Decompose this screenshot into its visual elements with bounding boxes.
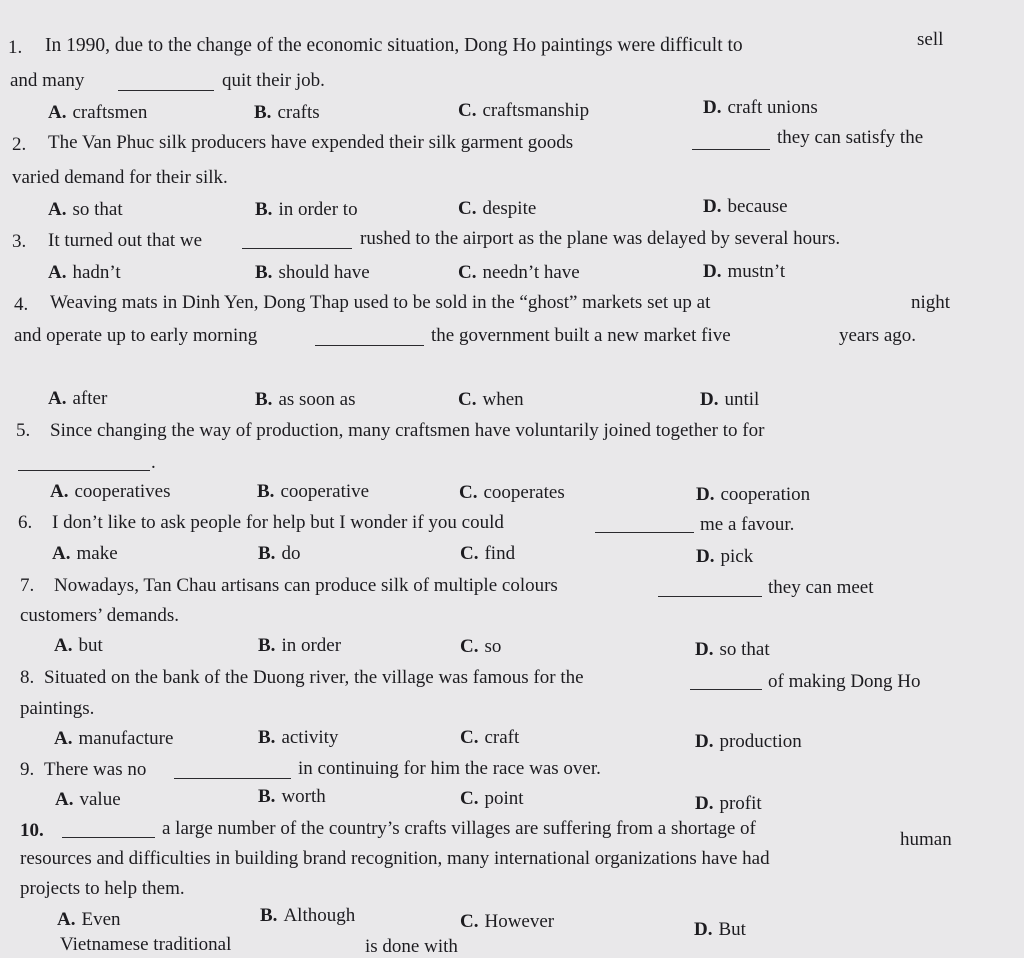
q2-option-d: D. because bbox=[703, 196, 788, 217]
q5-blank bbox=[18, 470, 150, 471]
q5-option-b: B. cooperative bbox=[257, 481, 370, 502]
q1-option-c: C. craftsmanship bbox=[458, 100, 590, 121]
q10-text: a large number of the country’s crafts villages are suffering from a shortage of bbox=[162, 818, 756, 839]
q8-blank bbox=[690, 689, 762, 690]
q6-option-c: C. find bbox=[460, 543, 516, 564]
q5-number: 5. bbox=[16, 420, 31, 441]
q3-option-b: B. should have bbox=[255, 262, 370, 283]
q4-option-d: D. until bbox=[700, 389, 760, 410]
q1-text-2: and many bbox=[10, 70, 85, 91]
q6-option-d: D. pick bbox=[696, 546, 754, 567]
q4-text-end: night bbox=[911, 292, 951, 313]
q3-text-end: rushed to the airport as the plane was delayed by several hours. bbox=[360, 228, 841, 249]
q9-number: 9. bbox=[20, 759, 35, 780]
q1-option-d: D. craft unions bbox=[703, 97, 818, 118]
q7-option-b: B. in order bbox=[258, 635, 342, 656]
q7-option-a: A. but bbox=[54, 635, 103, 656]
q9-text: There was no bbox=[44, 759, 147, 780]
q3-option-a: A. hadn’t bbox=[48, 262, 121, 283]
q7-blank bbox=[658, 596, 762, 597]
q2-option-a: A. so that bbox=[48, 199, 123, 220]
q8-option-a: A. manufacture bbox=[54, 728, 174, 749]
q3-option-d: D. mustn’t bbox=[703, 261, 786, 282]
q9-text-end: in continuing for him the race was over. bbox=[298, 758, 601, 779]
q3-text: It turned out that we bbox=[48, 230, 203, 251]
q6-text-end: me a favour. bbox=[700, 514, 795, 535]
q1-text-end: sell bbox=[917, 29, 944, 50]
q3-number: 3. bbox=[12, 231, 27, 252]
q8-text: Situated on the bank of the Duong river, the village was famous for the bbox=[44, 667, 584, 688]
q4-text: Weaving mats in Dinh Yen, Dong Thap used to be sold in the “ghost” markets set up at bbox=[50, 292, 711, 313]
q1-text-3: quit their job. bbox=[222, 70, 325, 91]
q1-text: In 1990, due to the change of the economic situation, Dong Ho paintings were difficult to bbox=[45, 35, 743, 56]
q8-text-end: of making Dong Ho bbox=[768, 671, 921, 692]
q4-option-c: C. when bbox=[458, 389, 524, 410]
q1-option-a: A. craftsmen bbox=[48, 102, 148, 123]
q2-text-2: varied demand for their silk. bbox=[12, 167, 228, 188]
q5-option-d: D. cooperation bbox=[696, 484, 811, 505]
q7-text-2: customers’ demands. bbox=[20, 605, 179, 626]
q8-option-b: B. activity bbox=[258, 727, 339, 748]
q3-option-c: C. needn’t have bbox=[458, 262, 580, 283]
q2-text: The Van Phuc silk producers have expended their silk garment goods bbox=[48, 132, 574, 153]
q5-option-a: A. cooperatives bbox=[50, 481, 171, 502]
q4-option-a: A. after bbox=[48, 388, 108, 409]
q9-blank bbox=[174, 778, 291, 779]
q4-text-2: and operate up to early morning bbox=[14, 325, 258, 346]
q8-text-2: paintings. bbox=[20, 698, 95, 719]
cutoff-text-1: Vietnamese traditional bbox=[60, 934, 232, 955]
q2-text-end: they can satisfy the bbox=[777, 127, 924, 148]
q1-blank bbox=[118, 90, 214, 91]
q6-option-a: A. make bbox=[52, 543, 118, 564]
q4-option-b: B. as soon as bbox=[255, 389, 356, 410]
q5-option-c: C. cooperates bbox=[459, 482, 565, 503]
q9-option-b: B. worth bbox=[258, 786, 326, 807]
q10-text-end: human bbox=[900, 829, 952, 850]
q9-option-a: A. value bbox=[55, 789, 121, 810]
q10-text-2: resources and difficulties in building brand recognition, many international organizations have had bbox=[20, 848, 770, 869]
q7-text-end: they can meet bbox=[768, 577, 874, 598]
q10-option-a: A. Even bbox=[57, 909, 121, 930]
q6-text: I don’t like to ask people for help but I wonder if you could bbox=[52, 512, 504, 533]
q2-number: 2. bbox=[12, 134, 27, 155]
q6-blank bbox=[595, 532, 694, 533]
q5-period: . bbox=[151, 452, 156, 473]
q10-blank bbox=[62, 837, 155, 838]
q9-option-d: D. profit bbox=[695, 793, 762, 814]
q7-text: Nowadays, Tan Chau artisans can produce silk of multiple colours bbox=[54, 575, 558, 596]
q10-number: 10. bbox=[20, 820, 44, 841]
q10-option-b: B. Although bbox=[260, 905, 356, 926]
q10-option-c: C. However bbox=[460, 911, 555, 932]
q7-number: 7. bbox=[20, 575, 35, 596]
q7-option-d: D. so that bbox=[695, 639, 770, 660]
q8-option-c: C. craft bbox=[460, 727, 520, 748]
q1-number: 1. bbox=[8, 37, 23, 58]
q6-number: 6. bbox=[18, 512, 33, 533]
cutoff-text-2: is done with bbox=[365, 936, 458, 957]
q1-option-b: B. crafts bbox=[254, 102, 320, 123]
q3-blank bbox=[242, 248, 352, 249]
q8-option-d: D. production bbox=[695, 731, 802, 752]
q4-blank bbox=[315, 345, 424, 346]
q8-number: 8. bbox=[20, 667, 35, 688]
q5-text: Since changing the way of production, many craftsmen have voluntarily joined together to for bbox=[50, 420, 765, 441]
q9-option-c: C. point bbox=[460, 788, 524, 809]
q2-blank bbox=[692, 149, 770, 150]
q10-option-d: D. But bbox=[694, 919, 746, 940]
q4-text-3: the government built a new market five bbox=[431, 325, 731, 346]
q2-option-c: C. despite bbox=[458, 198, 537, 219]
q6-option-b: B. do bbox=[258, 543, 301, 564]
q4-number: 4. bbox=[14, 294, 29, 315]
q7-option-c: C. so bbox=[460, 636, 502, 657]
q4-text-4: years ago. bbox=[839, 325, 917, 346]
q2-option-b: B. in order to bbox=[255, 199, 358, 220]
q10-text-3: projects to help them. bbox=[20, 878, 185, 899]
